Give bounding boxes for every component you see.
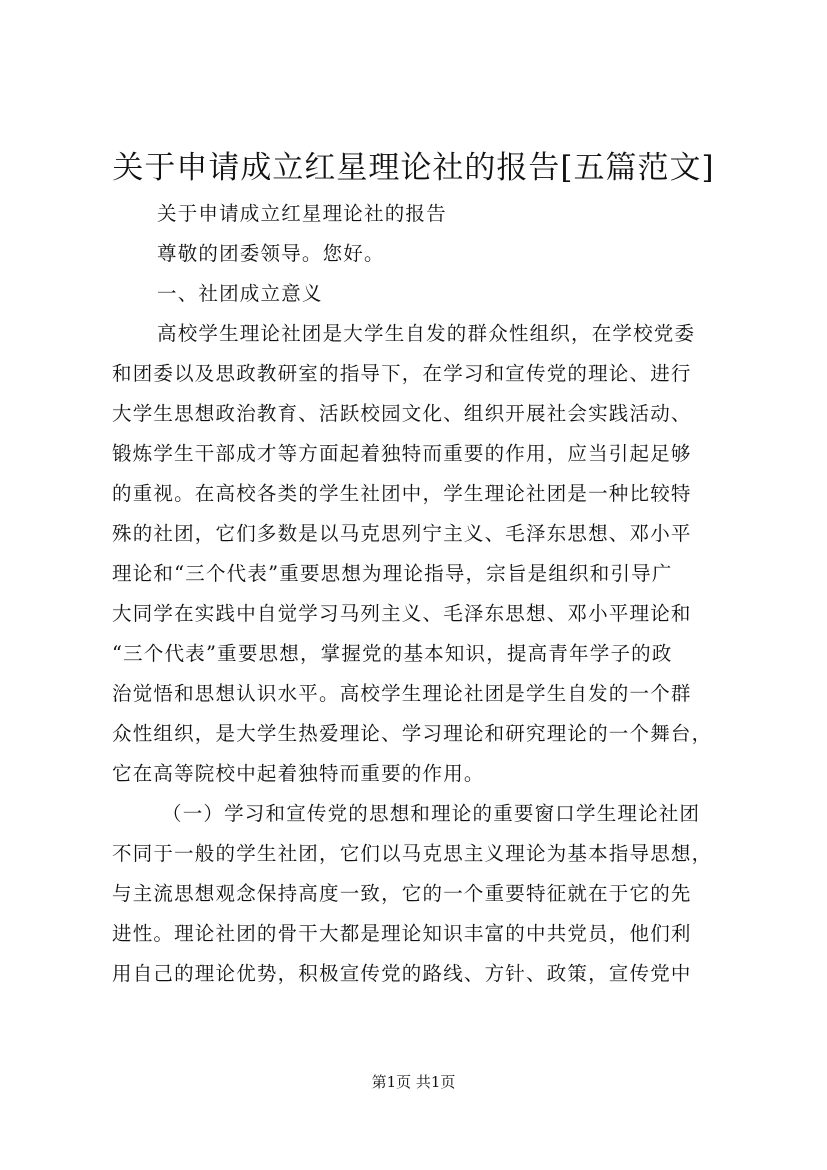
paragraph-line: “三个代表”重要思想，掌握党的基本知识，提高青年学子的政 [112,642,673,665]
paragraph-line: 理论和“三个代表”重要思想为理论指导，宗旨是组织和引导广 [112,562,673,585]
paragraph-line: 不同于一般的学生社团，它们以马克思主义理论为基本指导思想， [112,842,713,865]
paragraph-line: 高校学生理论社团是大学生自发的群众性组织，在学校党委 [157,322,696,345]
paragraph-line: 用自己的理论优势，积极宣传党的路线、方针、政策，宣传党中 [112,962,692,985]
paragraph-line: 的重视。在高校各类的学生社团中，学生理论社团是一种比较特 [112,482,692,505]
paragraph-line: 和团委以及思政教研室的指导下，在学习和宣传党的理论、进行 [112,362,692,385]
paragraph-line: 大同学在实践中自觉学习马列主义、毛泽东思想、邓小平理论和 [112,602,692,625]
paragraph-line: 锻炼学生干部成才等方面起着独特而重要的作用，应当引起足够 [112,442,692,465]
paragraph-line: 殊的社团，它们多数是以马克思列宁主义、毛泽东思想、邓小平 [112,522,692,545]
paragraph-line: 治觉悟和思想认识水平。高校学生理论社团是学生自发的一个群 [112,682,692,705]
paragraph-line: 众性组织，是大学生热爱理论、学习理论和研究理论的一个舞台， [112,722,713,745]
section-heading: 一、社团成立意义 [157,282,323,305]
document-body [112,194,742,994]
page-footer: 第1页 共1页 [371,1073,456,1091]
paragraph-line: 关于申请成立红星理论社的报告 [157,202,447,225]
paragraph-line: 尊敬的团委领导。您好。 [157,242,385,265]
paragraph-line: 与主流思想观念保持高度一致，它的一个重要特征就在于它的先 [112,882,692,905]
paragraph-line: （一）学习和宣传党的思想和理论的重要窗口学生理论社团 [162,802,701,825]
document-title: 关于申请成立红星理论社的报告[五篇范文] [112,150,715,186]
paragraph-line: 大学生思想政治教育、活跃校园文化、组织开展社会实践活动、 [112,402,692,425]
paragraph-line: 进性。理论社团的骨干大都是理论知识丰富的中共党员，他们利 [112,922,692,945]
paragraph-line: 它在高等院校中起着独特而重要的作用。 [112,762,485,785]
